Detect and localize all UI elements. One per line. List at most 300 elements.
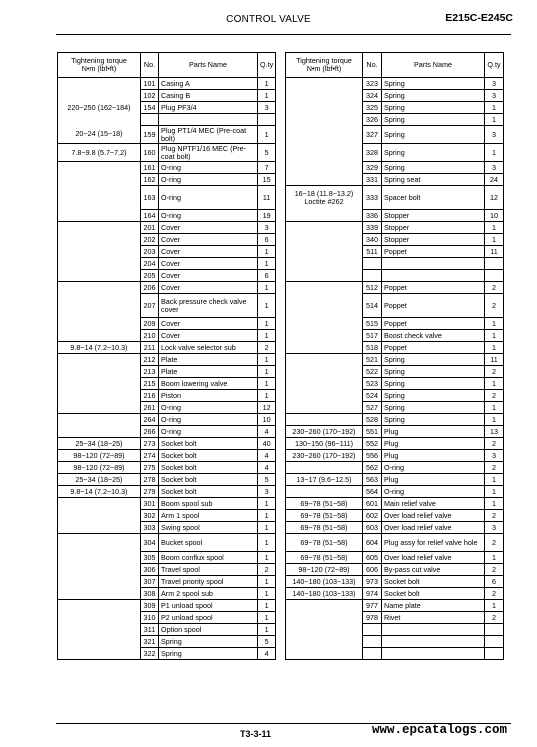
table-row <box>58 210 276 222</box>
table-row <box>286 78 504 90</box>
torque-cell <box>58 162 141 174</box>
quantity-cell: 1 <box>485 378 504 390</box>
table-row <box>286 174 504 186</box>
table-row <box>58 486 276 498</box>
part-name-cell: O-ring <box>159 402 258 414</box>
part-number-cell: 331 <box>363 174 382 186</box>
table-row <box>58 462 276 474</box>
quantity-cell: 1 <box>258 318 276 330</box>
table-row <box>58 102 276 114</box>
part-name-cell: Poppet <box>382 342 485 354</box>
col-header-torque: Tightening torque N•m (lbf•ft) <box>286 53 363 78</box>
part-name-cell: Socket bolt <box>382 576 485 588</box>
torque-cell <box>286 162 363 174</box>
col-header-torque: Tightening torque N•m (lbf•ft) <box>58 53 141 78</box>
torque-cell: 230~260 (170~192) <box>286 450 363 462</box>
table-row <box>286 438 504 450</box>
table-row <box>58 588 276 600</box>
quantity-cell: 2 <box>485 366 504 378</box>
quantity-cell: 1 <box>485 102 504 114</box>
part-name-cell: Plug assy for relief valve hole <box>382 534 485 552</box>
part-name-cell: Cover <box>159 270 258 282</box>
part-name-cell: Spring <box>159 648 258 660</box>
part-number-cell: 215 <box>141 378 159 390</box>
table-row <box>286 246 504 258</box>
quantity-cell: 11 <box>485 246 504 258</box>
table-row <box>286 318 504 330</box>
quantity-cell: 1 <box>258 624 276 636</box>
quantity-cell <box>485 258 504 270</box>
part-number-cell: 322 <box>141 648 159 660</box>
table-row <box>58 114 276 126</box>
part-name-cell: Over load relief valve <box>382 510 485 522</box>
torque-cell <box>58 234 141 246</box>
torque-cell <box>58 258 141 270</box>
part-number-cell: 279 <box>141 486 159 498</box>
parts-list-right <box>286 78 504 660</box>
part-number-cell: 159 <box>141 126 159 144</box>
table-row <box>286 330 504 342</box>
col-header-qty: Q.ty <box>258 53 276 78</box>
torque-cell <box>286 402 363 414</box>
table-row <box>286 600 504 612</box>
table-row <box>58 258 276 270</box>
part-number-cell: 556 <box>363 450 382 462</box>
col-header-name: Parts Name <box>382 53 485 78</box>
quantity-cell: 2 <box>258 342 276 354</box>
quantity-cell: 3 <box>485 450 504 462</box>
torque-cell <box>286 390 363 402</box>
part-number-cell: 278 <box>141 474 159 486</box>
quantity-cell: 11 <box>485 354 504 366</box>
table-row <box>286 186 504 210</box>
table-row <box>286 282 504 294</box>
part-name-cell: Plug <box>382 438 485 450</box>
quantity-cell: 1 <box>258 282 276 294</box>
table-row <box>58 426 276 438</box>
torque-cell <box>58 246 141 258</box>
table-row <box>286 114 504 126</box>
quantity-cell: 1 <box>258 576 276 588</box>
torque-cell <box>286 102 363 114</box>
quantity-cell: 1 <box>258 534 276 552</box>
quantity-cell: 1 <box>258 390 276 402</box>
table-row <box>286 90 504 102</box>
part-name-cell: O-ring <box>159 186 258 210</box>
part-name-cell: Plate <box>159 354 258 366</box>
table-row <box>286 588 504 600</box>
quantity-cell: 2 <box>485 510 504 522</box>
table-row <box>286 402 504 414</box>
torque-cell <box>286 624 363 636</box>
part-number-cell <box>363 636 382 648</box>
torque-cell <box>58 354 141 366</box>
part-number-cell: 974 <box>363 588 382 600</box>
part-name-cell: Cover <box>159 330 258 342</box>
part-name-cell: O-ring <box>159 426 258 438</box>
parts-list-left <box>58 78 276 660</box>
table-row <box>286 510 504 522</box>
quantity-cell: 3 <box>485 522 504 534</box>
part-name-cell: Spring <box>382 354 485 366</box>
quantity-cell: 1 <box>485 474 504 486</box>
torque-cell: 69~78 (51~58) <box>286 534 363 552</box>
quantity-cell: 1 <box>485 234 504 246</box>
part-name-cell: Option spool <box>159 624 258 636</box>
part-name-cell <box>382 636 485 648</box>
torque-cell <box>286 462 363 474</box>
quantity-cell: 1 <box>485 498 504 510</box>
part-name-cell: Cover <box>159 258 258 270</box>
torque-cell <box>58 90 141 102</box>
footer-watermark-url[interactable]: www.epcatalogs.com <box>371 723 507 737</box>
table-row <box>286 648 504 660</box>
part-name-cell: Cover <box>159 222 258 234</box>
torque-cell <box>286 210 363 222</box>
part-number-cell: 154 <box>141 102 159 114</box>
part-name-cell: Spring <box>159 636 258 648</box>
part-name-cell: Plug <box>382 450 485 462</box>
part-name-cell: Casing A <box>159 78 258 90</box>
quantity-cell <box>485 624 504 636</box>
torque-cell <box>286 222 363 234</box>
part-number-cell: 325 <box>363 102 382 114</box>
part-name-cell: Cover <box>159 282 258 294</box>
part-number-cell: 210 <box>141 330 159 342</box>
quantity-cell: 1 <box>258 378 276 390</box>
torque-cell <box>58 612 141 624</box>
part-number-cell: 515 <box>363 318 382 330</box>
part-number-cell: 552 <box>363 438 382 450</box>
torque-cell <box>286 612 363 624</box>
torque-cell: 69~78 (51~58) <box>286 522 363 534</box>
header-divider <box>56 34 511 35</box>
torque-cell <box>58 366 141 378</box>
part-name-cell: Stopper <box>382 234 485 246</box>
table-row <box>286 450 504 462</box>
torque-cell <box>58 522 141 534</box>
quantity-cell: 24 <box>485 174 504 186</box>
part-name-cell: Rivet <box>382 612 485 624</box>
part-name-cell: Spring seat <box>382 174 485 186</box>
table-row <box>58 318 276 330</box>
table-row <box>58 552 276 564</box>
part-name-cell: O-ring <box>382 486 485 498</box>
quantity-cell: 1 <box>485 222 504 234</box>
table-row <box>286 612 504 624</box>
part-name-cell: Spring <box>382 102 485 114</box>
part-number-cell: 340 <box>363 234 382 246</box>
part-number-cell: 606 <box>363 564 382 576</box>
part-number-cell: 162 <box>141 174 159 186</box>
col-header-name: Parts Name <box>159 53 258 78</box>
table-row <box>286 426 504 438</box>
parts-table-left <box>57 52 276 660</box>
torque-cell <box>286 258 363 270</box>
table-row <box>286 636 504 648</box>
table-row <box>58 354 276 366</box>
part-name-cell: Cover <box>159 234 258 246</box>
quantity-cell: 1 <box>258 522 276 534</box>
part-number-cell: 311 <box>141 624 159 636</box>
torque-cell <box>286 294 363 318</box>
torque-cell <box>286 330 363 342</box>
part-number-cell: 605 <box>363 552 382 564</box>
torque-cell <box>286 648 363 660</box>
torque-cell <box>58 498 141 510</box>
model-number: E215C-E245C <box>445 12 513 24</box>
torque-cell <box>286 234 363 246</box>
part-name-cell: Socket bolt <box>159 486 258 498</box>
table-row <box>286 378 504 390</box>
torque-cell <box>286 282 363 294</box>
quantity-cell: 1 <box>258 294 276 318</box>
quantity-cell: 13 <box>485 426 504 438</box>
quantity-cell: 4 <box>258 450 276 462</box>
part-number-cell: 213 <box>141 366 159 378</box>
table-row <box>286 234 504 246</box>
torque-cell <box>286 144 363 162</box>
torque-cell <box>58 552 141 564</box>
torque-cell <box>58 270 141 282</box>
table-row <box>286 414 504 426</box>
table-row <box>286 258 504 270</box>
quantity-cell: 1 <box>485 342 504 354</box>
part-name-cell: Boom spool sub <box>159 498 258 510</box>
torque-cell <box>58 564 141 576</box>
table-row <box>58 174 276 186</box>
table-row <box>58 294 276 318</box>
part-name-cell: Spring <box>382 114 485 126</box>
quantity-cell: 3 <box>485 90 504 102</box>
part-number-cell: 518 <box>363 342 382 354</box>
quantity-cell: 12 <box>258 402 276 414</box>
part-number-cell: 517 <box>363 330 382 342</box>
torque-cell: 25~34 (18~25) <box>58 438 141 450</box>
quantity-cell: 1 <box>485 552 504 564</box>
part-number-cell: 978 <box>363 612 382 624</box>
torque-cell <box>58 378 141 390</box>
torque-cell <box>58 534 141 552</box>
part-name-cell: O-ring <box>159 414 258 426</box>
table-row <box>58 390 276 402</box>
part-number-cell: 160 <box>141 144 159 162</box>
table-row <box>286 624 504 636</box>
part-name-cell: Plug <box>382 474 485 486</box>
part-number-cell: 327 <box>363 126 382 144</box>
part-number-cell: 522 <box>363 366 382 378</box>
part-number-cell: 207 <box>141 294 159 318</box>
torque-cell <box>58 186 141 210</box>
part-number-cell: 977 <box>363 600 382 612</box>
quantity-cell: 1 <box>258 90 276 102</box>
torque-cell <box>58 174 141 186</box>
part-number-cell: 512 <box>363 282 382 294</box>
quantity-cell: 2 <box>485 612 504 624</box>
part-number-cell: 329 <box>363 162 382 174</box>
quantity-cell: 3 <box>258 102 276 114</box>
torque-cell: 25~34 (18~25) <box>58 474 141 486</box>
part-name-cell: Over load relief valve <box>382 522 485 534</box>
quantity-cell: 1 <box>258 258 276 270</box>
quantity-cell: 1 <box>258 126 276 144</box>
torque-cell <box>58 318 141 330</box>
torque-cell <box>286 354 363 366</box>
torque-cell <box>286 114 363 126</box>
table-row <box>58 636 276 648</box>
torque-cell <box>286 342 363 354</box>
quantity-cell: 1 <box>485 486 504 498</box>
torque-cell <box>58 600 141 612</box>
quantity-cell: 1 <box>258 552 276 564</box>
table-row <box>58 624 276 636</box>
table-row <box>58 366 276 378</box>
quantity-cell: 3 <box>485 126 504 144</box>
part-number-cell: 211 <box>141 342 159 354</box>
table-row <box>58 234 276 246</box>
torque-cell <box>58 222 141 234</box>
part-name-cell: Spring <box>382 390 485 402</box>
quantity-cell: 19 <box>258 210 276 222</box>
table-row <box>58 78 276 90</box>
part-name-cell: O-ring <box>159 162 258 174</box>
part-name-cell: By-pass cut valve <box>382 564 485 576</box>
table-row <box>58 270 276 282</box>
part-name-cell: O-ring <box>159 174 258 186</box>
torque-cell <box>58 648 141 660</box>
part-name-cell: Name plate <box>382 600 485 612</box>
part-name-cell: Spring <box>382 414 485 426</box>
torque-cell <box>58 210 141 222</box>
part-name-cell <box>382 624 485 636</box>
part-number-cell: 514 <box>363 294 382 318</box>
part-number-cell <box>141 114 159 126</box>
table-row <box>58 378 276 390</box>
quantity-cell: 2 <box>485 438 504 450</box>
quantity-cell: 1 <box>258 612 276 624</box>
torque-cell: 220~250 (162~184) <box>58 102 141 114</box>
table-row <box>58 450 276 462</box>
part-number-cell: 511 <box>363 246 382 258</box>
torque-cell: 140~180 (103~133) <box>286 576 363 588</box>
part-name-cell: O-ring <box>159 210 258 222</box>
part-number-cell: 206 <box>141 282 159 294</box>
table-row <box>58 576 276 588</box>
torque-cell <box>58 510 141 522</box>
part-number-cell: 204 <box>141 258 159 270</box>
part-name-cell: Spring <box>382 144 485 162</box>
part-name-cell: Poppet <box>382 246 485 258</box>
quantity-cell: 12 <box>485 186 504 210</box>
quantity-cell: 6 <box>258 234 276 246</box>
part-number-cell: 528 <box>363 414 382 426</box>
part-name-cell <box>382 270 485 282</box>
part-name-cell: Stopper <box>382 222 485 234</box>
quantity-cell: 4 <box>258 462 276 474</box>
torque-cell: 130~150 (96~111) <box>286 438 363 450</box>
part-number-cell: 563 <box>363 474 382 486</box>
torque-cell <box>286 318 363 330</box>
part-name-cell: Poppet <box>382 318 485 330</box>
table-row <box>58 510 276 522</box>
part-number-cell <box>363 624 382 636</box>
col-header-no: No. <box>141 53 159 78</box>
quantity-cell: 11 <box>258 186 276 210</box>
table-row <box>58 126 276 144</box>
quantity-cell: 2 <box>485 462 504 474</box>
part-number-cell: 523 <box>363 378 382 390</box>
torque-cell: 9.8~14 (7.2~10.3) <box>58 342 141 354</box>
quantity-cell: 2 <box>258 564 276 576</box>
table-row <box>58 474 276 486</box>
table-row <box>58 522 276 534</box>
part-name-cell <box>382 258 485 270</box>
part-number-cell <box>363 648 382 660</box>
torque-cell: 20~24 (15~18) <box>58 126 141 144</box>
part-number-cell: 308 <box>141 588 159 600</box>
table-row <box>58 330 276 342</box>
torque-cell: 69~78 (51~58) <box>286 510 363 522</box>
part-name-cell: Bucket spool <box>159 534 258 552</box>
part-number-cell: 203 <box>141 246 159 258</box>
table-row <box>58 498 276 510</box>
part-name-cell: Plate <box>159 366 258 378</box>
quantity-cell: 1 <box>258 330 276 342</box>
quantity-cell: 1 <box>258 588 276 600</box>
torque-cell: 13~17 (9.6~12.5) <box>286 474 363 486</box>
quantity-cell: 3 <box>258 486 276 498</box>
part-number-cell: 273 <box>141 438 159 450</box>
quantity-cell: 5 <box>258 636 276 648</box>
torque-cell: 98~120 (72~89) <box>286 564 363 576</box>
part-name-cell: Plug <box>382 426 485 438</box>
table-row <box>286 486 504 498</box>
torque-cell <box>58 330 141 342</box>
part-number-cell: 336 <box>363 210 382 222</box>
torque-cell <box>286 90 363 102</box>
torque-cell <box>286 126 363 144</box>
part-name-cell: Cover <box>159 318 258 330</box>
table-row <box>286 522 504 534</box>
quantity-cell: 1 <box>258 78 276 90</box>
table-row <box>286 126 504 144</box>
torque-cell: 98~120 (72~89) <box>58 462 141 474</box>
table-row <box>286 102 504 114</box>
torque-cell: 69~78 (51~58) <box>286 498 363 510</box>
table-row <box>58 162 276 174</box>
torque-cell <box>286 486 363 498</box>
part-number-cell: 102 <box>141 90 159 102</box>
part-number-cell: 328 <box>363 144 382 162</box>
part-number-cell <box>363 270 382 282</box>
part-name-cell <box>382 648 485 660</box>
part-number-cell: 201 <box>141 222 159 234</box>
table-row <box>286 552 504 564</box>
quantity-cell: 1 <box>485 600 504 612</box>
table-row <box>286 534 504 552</box>
table-row <box>286 144 504 162</box>
table-row <box>58 534 276 552</box>
torque-cell <box>58 294 141 318</box>
table-row <box>58 246 276 258</box>
part-number-cell: 163 <box>141 186 159 210</box>
part-name-cell: O-ring <box>382 462 485 474</box>
torque-cell <box>58 426 141 438</box>
part-name-cell: Stopper <box>382 210 485 222</box>
quantity-cell: 2 <box>485 564 504 576</box>
part-name-cell: Cover <box>159 246 258 258</box>
part-number-cell: 304 <box>141 534 159 552</box>
